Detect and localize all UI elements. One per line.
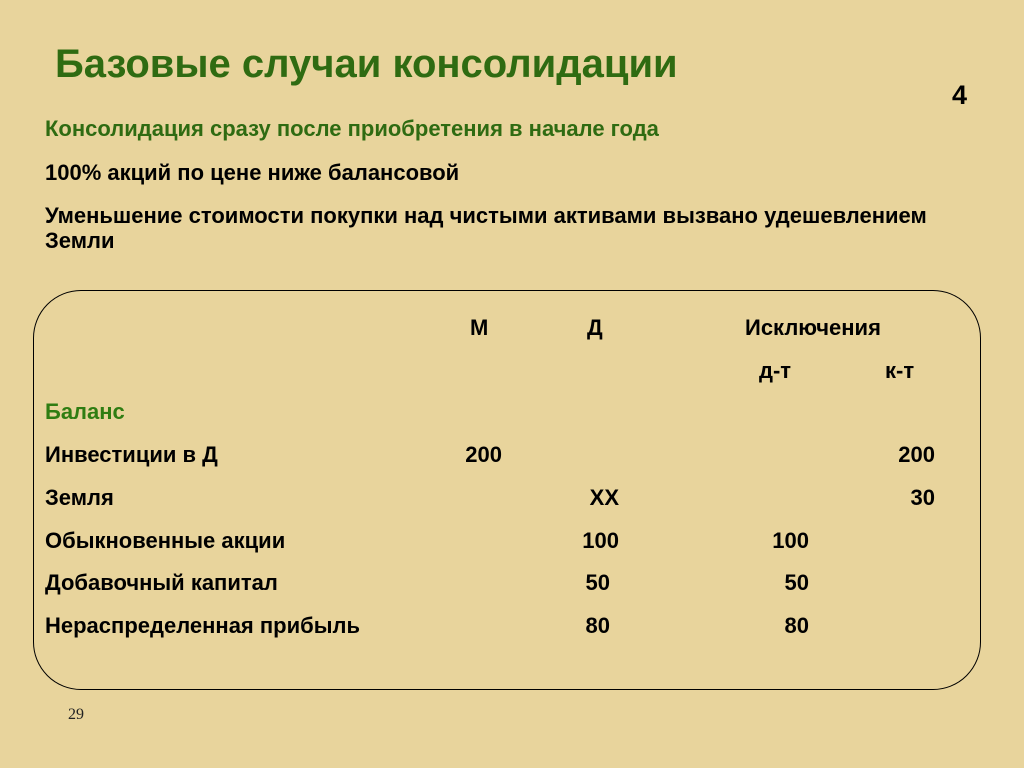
slide-subtitle: Консолидация сразу после приобретения в начале года <box>45 116 659 141</box>
row-label: Обыкновенные акции <box>45 528 286 553</box>
row-value-d: 80 <box>585 613 610 638</box>
header-d: Д <box>587 315 603 340</box>
row-value-d: 50 <box>585 570 610 595</box>
slide-number: 4 <box>952 80 968 110</box>
row-value-credit: 30 <box>910 485 935 510</box>
row-value-credit: 200 <box>898 442 935 467</box>
row-value-m: 200 <box>465 442 502 467</box>
row-value-debit: 50 <box>784 570 809 595</box>
row-label: Нераспределенная прибыль <box>45 613 361 638</box>
row-label: Инвестиции в Д <box>45 442 218 467</box>
header-m: М <box>470 315 489 340</box>
header-credit: к-т <box>885 358 915 383</box>
slide-title: Базовые случаи консолидации <box>55 42 678 86</box>
section-label-balance: Баланс <box>45 399 125 424</box>
condition-line-1: 100% акций по цене ниже балансовой <box>45 160 460 185</box>
header-exclusions: Исключения <box>745 315 881 340</box>
row-value-d: ХХ <box>589 485 619 510</box>
header-debit: д-т <box>759 358 792 383</box>
condition-line-2: Уменьшение стоимости покупки над чистыми активами вызвано удешевлением Земли <box>45 203 927 253</box>
row-label: Земля <box>45 485 114 510</box>
row-value-debit: 80 <box>784 613 809 638</box>
page-number: 29 <box>68 706 84 723</box>
row-value-debit: 100 <box>772 528 809 553</box>
row-value-d: 100 <box>582 528 619 553</box>
row-label: Добавочный капитал <box>45 570 278 595</box>
